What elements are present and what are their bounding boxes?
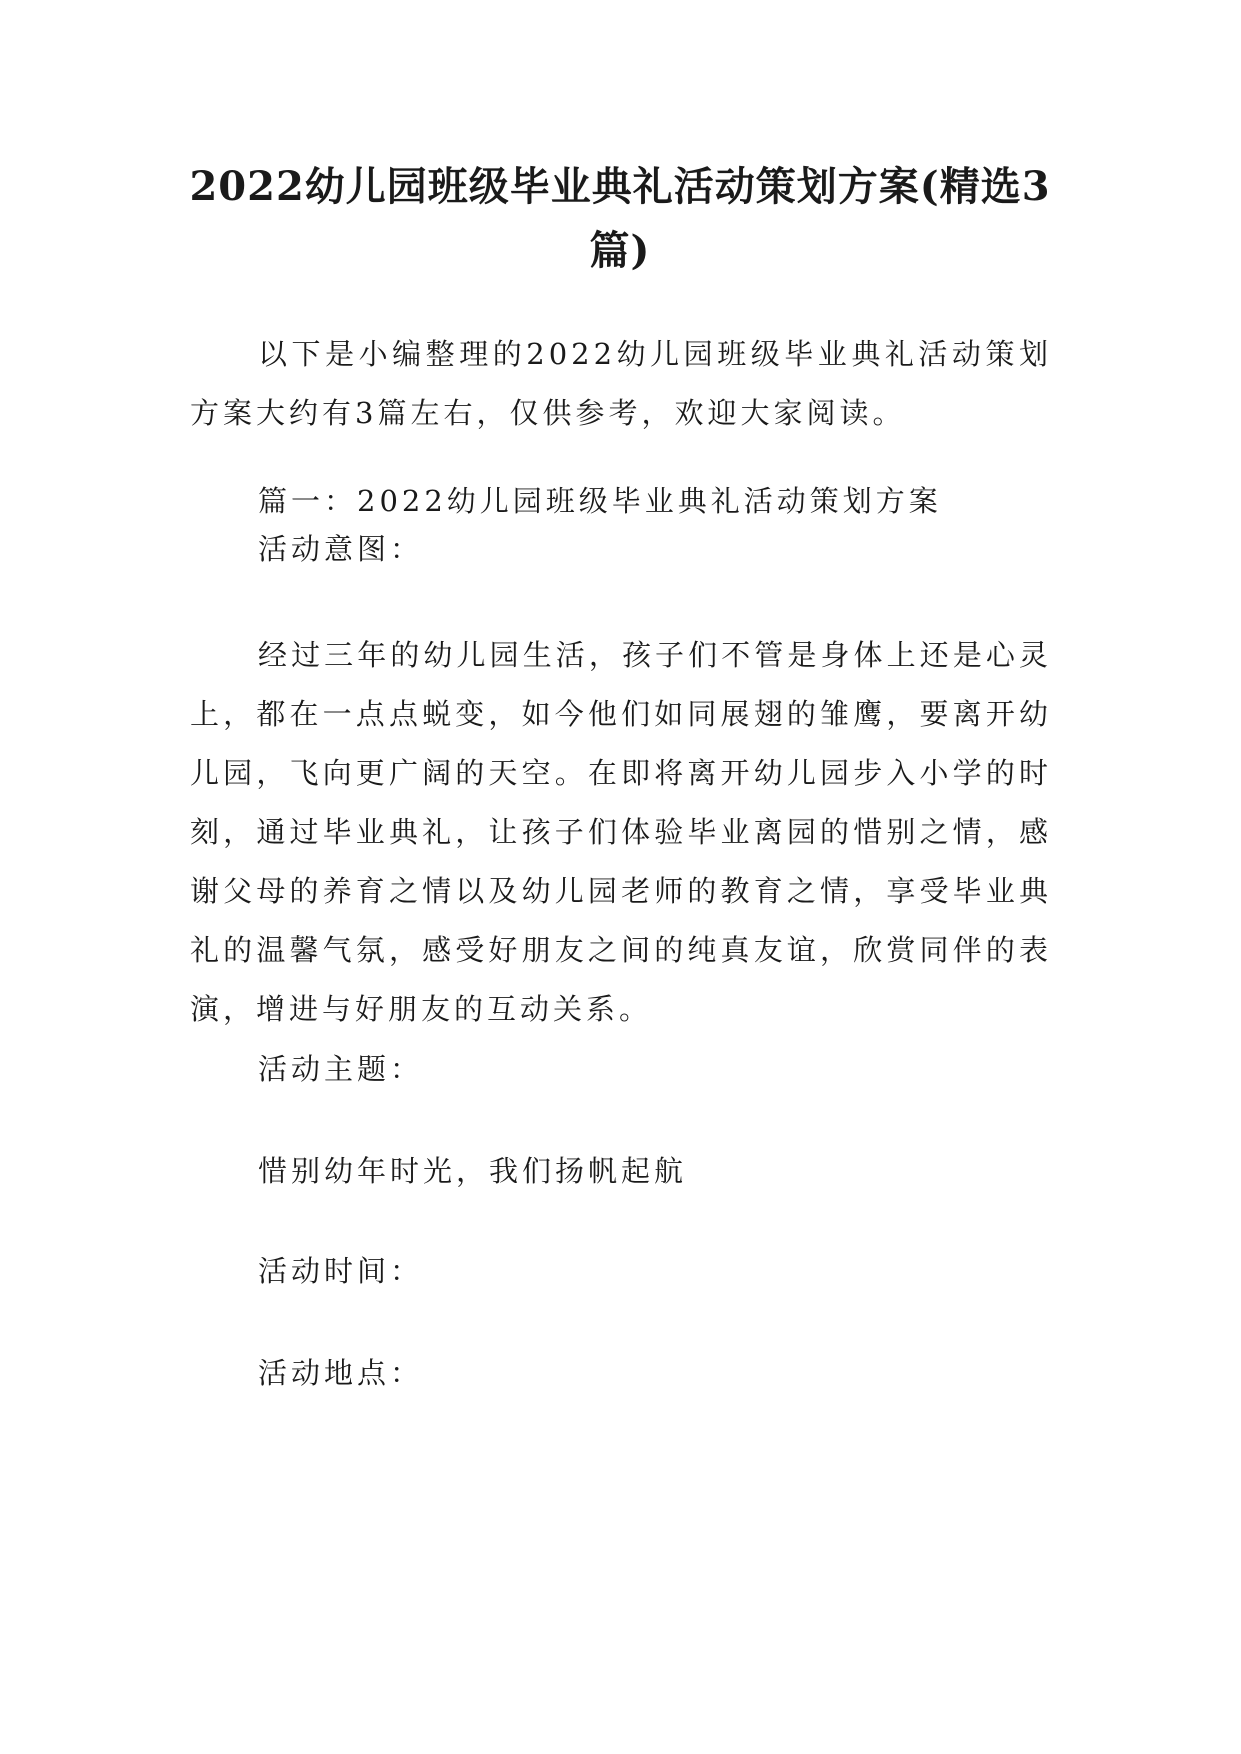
document-title: 2022幼儿园班级毕业典礼活动策划方案(精选3篇) [189,163,1051,274]
location-label: 活动地点： [258,1356,424,1390]
purpose-label: 活动意图： [258,532,424,566]
purpose-paragraph: 经过三年的幼儿园生活，孩子们不管是身体上还是心灵上，都在一点点蜕变，如今他们如同展翅的雏鹰，要离开幼儿园，飞向更广阔的天空。在即将离开幼儿园步入小学的时刻，通过毕业典礼，让孩子们体验毕业离园的惜别之情，感谢父母的养育之情以及幼儿园老师的教育之情，享受毕业典礼的温馨气氛，感受好朋友之间的纯真友谊，欣赏同伴的表演，增进与好朋友的互动关系。 [190,638,1052,1026]
time-label: 活动时间： [258,1254,424,1288]
theme-text: 惜别幼年时光，我们扬帆起航 [258,1154,688,1188]
section-heading: 篇一：2022幼儿园班级毕业典礼活动策划方案 [258,484,942,518]
intro-paragraph: 以下是小编整理的2022幼儿园班级毕业典礼活动策划方案大约有3篇左右，仅供参考，欢迎大家阅读。 [190,337,1052,430]
theme-label: 活动主题： [258,1052,424,1086]
